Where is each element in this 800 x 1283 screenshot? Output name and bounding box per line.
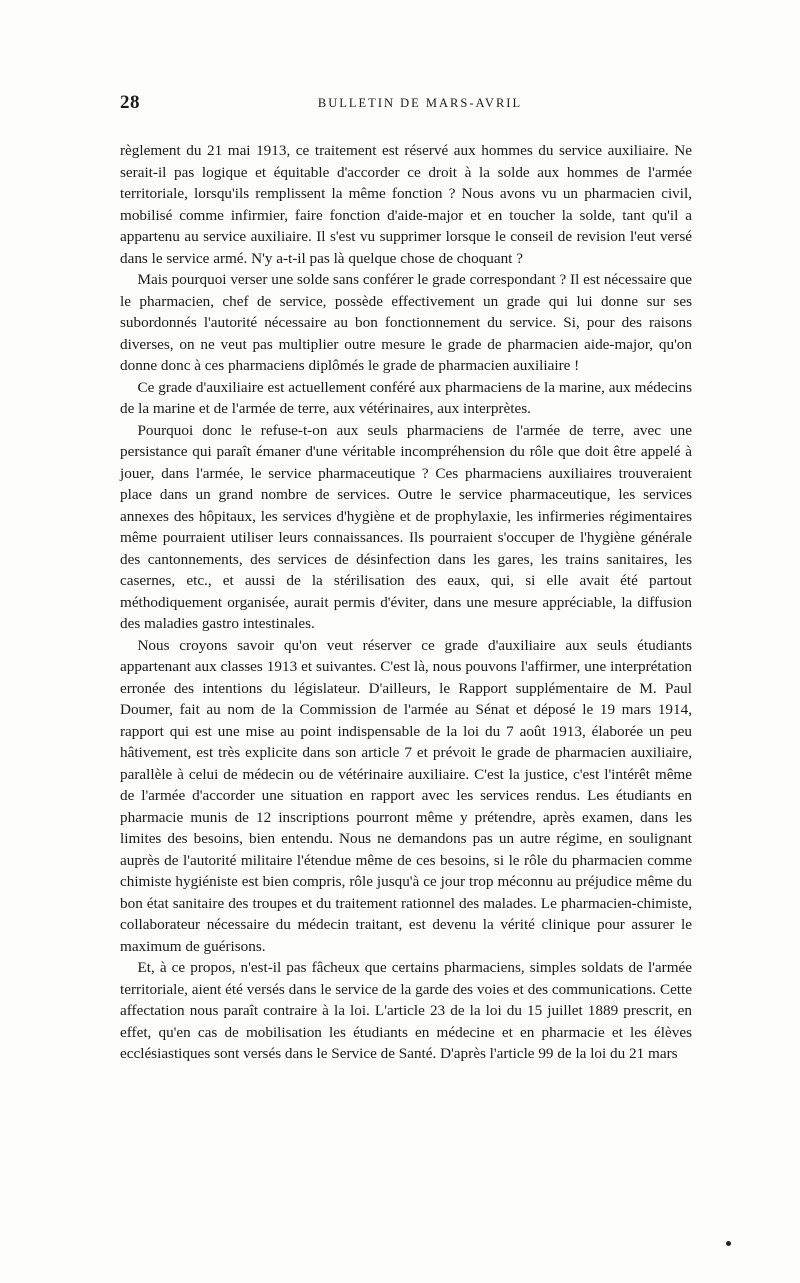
running-title: BULLETIN DE MARS-AVRIL bbox=[317, 96, 523, 110]
paragraph-4: Pourquoi donc le refuse-t-on aux seuls pharmaciens de l'armée de terre, avec une persistance qui paraît émaner d'une véritable incompréhension du rôle que doit être appelé à jouer, dans l'armée, le service pharmaceutique ? Ces pharmaciens auxiliaires trouveraient place dans un grand nombre de services. Outre le service pharmaceutique, les services annexes des hôpitaux, les services d'hygiène et de prophylaxie, les infirmeries régimentaires même pourraient utiliser leurs connaissances. Ils pourraient s'occuper de l'hygiène générale des cantonnements, des services de désinfection dans les gares, les trains sanitaires, les casernes, etc., et aussi de la stérilisation des eaux, qui, si elle avait été partout méthodiquement organisée, aurait permis d'éviter, dans une mesure appréciable, la diffusion des maladies gastro intestinales. bbox=[120, 421, 692, 632]
paragraph-2: Mais pourquoi verser une solde sans conférer le grade correspondant ? Il est nécessaire que le pharmacien, chef de service, possède effectivement un grade qui lui donne sur ses subordonnés l'autorité nécessaire au bon fonctionnement du service. Si, pour des raisons diverses, on ne veut pas multiplier outre mesure le grade de pharmacien aide-major, qu'on donne donc à ces pharmaciens diplômés le grade de pharmacien auxiliaire ! bbox=[120, 271, 692, 374]
paragraph-6: Et, à ce propos, n'est-il pas fâcheux que certains pharmaciens, simples soldats de l'armée territoriale, aient été versés dans le service de la garde des voies et des communications. Cette affectation nous paraît contraire à la loi. L'article 23 de la loi du 15 juillet 1889 prescrit, en effet, qu'en cas de mobilisation les étudiants en médecine et en pharmacie et les élèves ecclésiastiques sont versés dans le Service de Santé. D'après l'article 99 de la loi du 21 mars bbox=[120, 959, 692, 1062]
paragraph-1: règlement du 21 mai 1913, ce traitement est réservé aux hommes du service auxiliaire. Ne serait-il pas logique et équitable d'accorder ce droit à la solde aux hommes de l'armée territoriale, lorsqu'ils remplissent la même fonction ? Nous avons vu un pharmacien civil, mobilisé comme infirmier, faire fonction d'aide-major et en toucher la solde, tant qu'il a appartenu au service auxiliaire. Il s'est vu supprimer lorsque le conseil de revision l'eut versé dans le service armé. N'y a-t-il pas là quelque chose de choquant ? bbox=[120, 142, 692, 267]
body-text bbox=[120, 140, 692, 1065]
page-number: 28 bbox=[120, 92, 140, 113]
page-header bbox=[120, 92, 720, 116]
paragraph-3: Ce grade d'auxiliaire est actuellement conféré aux pharmaciens de la marine, aux médecins de la marine et de l'armée de terre, aux vétérinaires, aux interprètes. bbox=[120, 378, 692, 417]
margin-mark bbox=[726, 1241, 731, 1246]
paragraph-5: Nous croyons savoir qu'on veut réserver ce grade d'auxiliaire aux seuls étudiants appartenant aux classes 1913 et suivantes. C'est là, nous pouvons l'affirmer, une interprétation erronée des intentions du législateur. D'ailleurs, le Rapport supplémentaire de M. Paul Doumer, fait au nom de la Commission de l'armée au Sénat et déposé le 19 mars 1914, rapport qui est une mise au point indispensable de la loi du 7 août 1913, élaborée un peu hâtivement, est très explicite dans son article 7 et prévoit le grade de pharmacien auxiliaire, parallèle à celui de médecin ou de vétérinaire auxiliaire. C'est la justice, c'est l'intérêt même de l'armée d'accorder une situation en rapport avec les services rendus. Les étudiants en pharmacie munis de 12 inscriptions pourront même y prétendre, après examen, dans les limites des besoins, bien entendu. Nous ne demandons pas un autre régime, en soulignant auprès de l'autorité militaire l'étendue même de ces besoins, si le rôle du pharmacien comme chimiste hygiéniste est bien compris, rôle jusqu'à ce jour trop méconnu au préjudice même du bon état sanitaire des troupes et du traitement rationnel des malades. Le pharmacien-chimiste, collaborateur nécessaire du médecin traitant, est devenu la vérité clinique pour assurer le maximum de guérisons. bbox=[120, 636, 692, 955]
